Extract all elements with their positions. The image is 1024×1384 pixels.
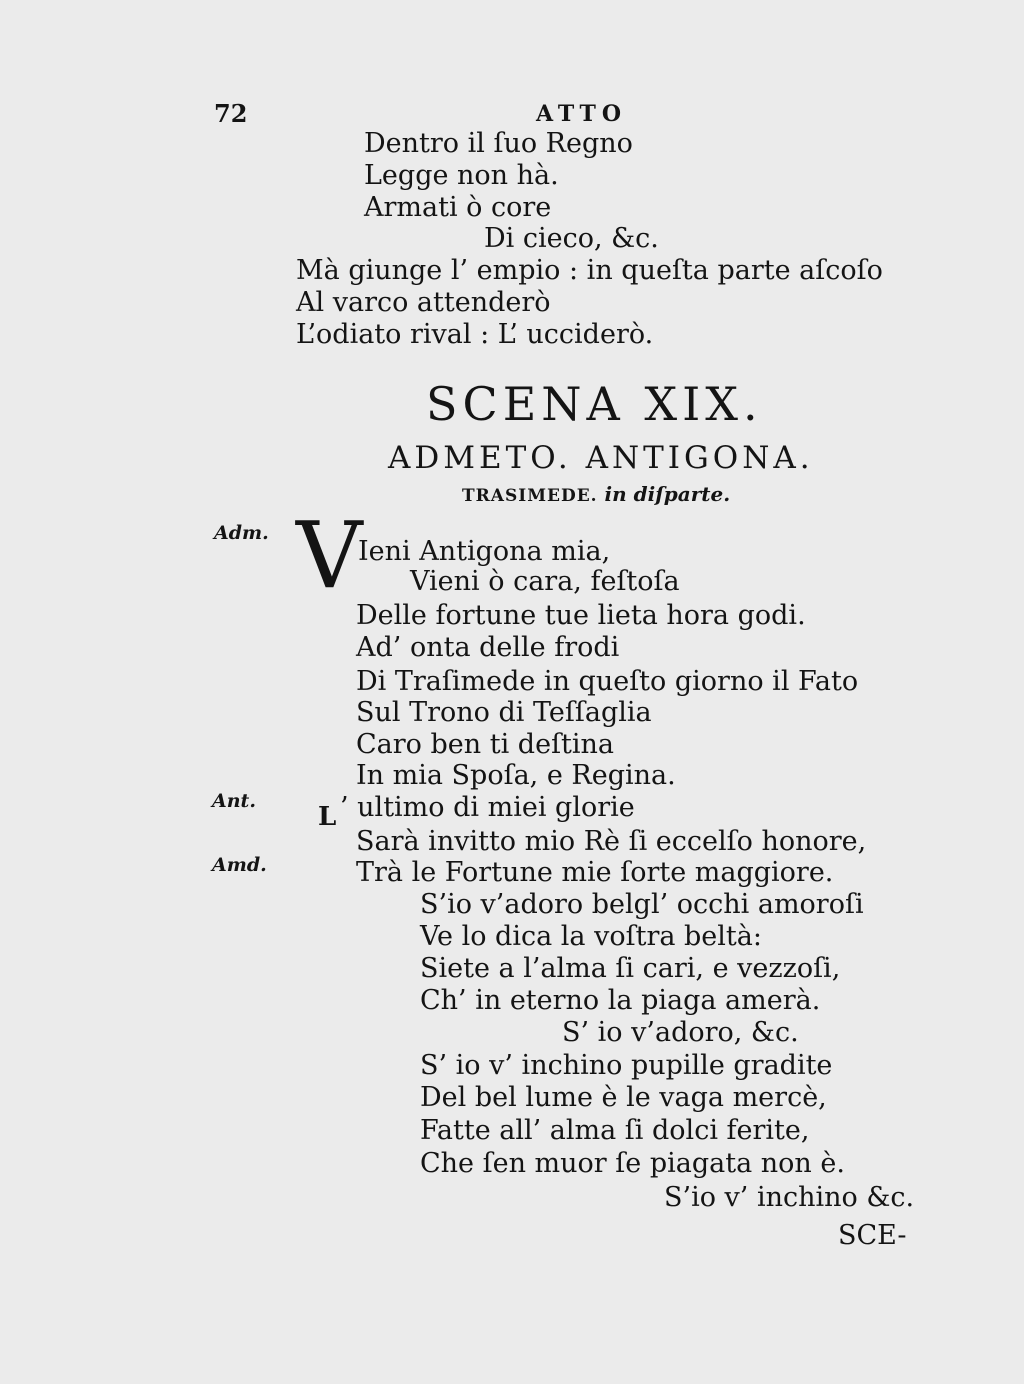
verse-line: L’odiato rival : L’ ucciderò. (296, 319, 654, 350)
verse-line: Legge non hà. (364, 160, 559, 191)
speaker-label-adm: Adm. (214, 522, 269, 544)
aria-line: Che ſen muor ſe piagata non è. (420, 1148, 845, 1179)
stage-direction-note: in diſparte. (604, 482, 731, 506)
dialogue-line: Ad’ onta delle frodi (356, 632, 620, 663)
verse-line: Dentro il ſuo Regno (364, 128, 633, 159)
verse-line: Di cieco, &c. (484, 223, 659, 254)
dialogue-line: Di Traſimede in queſto giorno il Fato (356, 666, 859, 697)
speaker-label-ant: Ant. (212, 790, 256, 812)
drop-cap-v: V (296, 502, 363, 609)
scene-title: SCENA XIX. (426, 377, 763, 431)
initial-letter-l: L (318, 802, 337, 832)
aria-line: S’io v’adoro belgl’ occhi amoroſi (420, 889, 864, 920)
stage-direction-name: TRASIMEDE. (462, 486, 598, 506)
verse-line: Al varco attenderò (296, 287, 551, 318)
aria-line: Siete a l’alma ſi cari, e vezzoſi, (420, 953, 841, 984)
aria-line: Del bel lume è le vaga mercè, (420, 1082, 827, 1113)
aria-line: S’io v’ inchino &c. (664, 1182, 915, 1213)
catchword: SCE- (838, 1220, 907, 1251)
page-number: 72 (214, 99, 248, 128)
dialogue-line: Ieni Antigona mia, (358, 536, 611, 567)
dialogue-line: Sul Trono di Teſſaglia (356, 697, 652, 728)
stage-direction (462, 478, 730, 512)
dialogue-line: Caro ben ti deſtina (356, 729, 615, 760)
aria-line: S’ io v’adoro, &c. (562, 1017, 799, 1048)
aria-line: S’ io v’ inchino pupille gradite (420, 1050, 833, 1081)
dialogue-line: Vieni ò cara, feſtoſa (410, 566, 680, 597)
aria-line: Fatte all’ alma ſi dolci ferite, (420, 1115, 810, 1146)
running-title: ATTO (536, 101, 627, 127)
aria-line: Ch’ in eterno la piaga amerà. (420, 985, 821, 1016)
aria-line: Ve lo dica la voſtra beltà: (420, 921, 762, 952)
verse-line: Mà giunge l’ empio : in queſta parte aſcoſo (296, 255, 883, 286)
dialogue-line: Sarà invitto mio Rè ſi eccelſo honore, (356, 826, 867, 857)
dialogue-line: Trà le Fortune mie ſorte maggiore. (356, 857, 834, 888)
verse-line: Armati ò core (364, 192, 552, 223)
scene-characters: ADMETO. ANTIGONA. (388, 440, 814, 476)
dialogue-line: ’ ultimo di miei glorie (340, 792, 635, 823)
dialogue-line: In mia Spoſa, e Regina. (356, 760, 676, 791)
speaker-label-amd: Amd. (212, 854, 267, 876)
dialogue-line: Delle fortune tue lieta hora godi. (356, 600, 806, 631)
